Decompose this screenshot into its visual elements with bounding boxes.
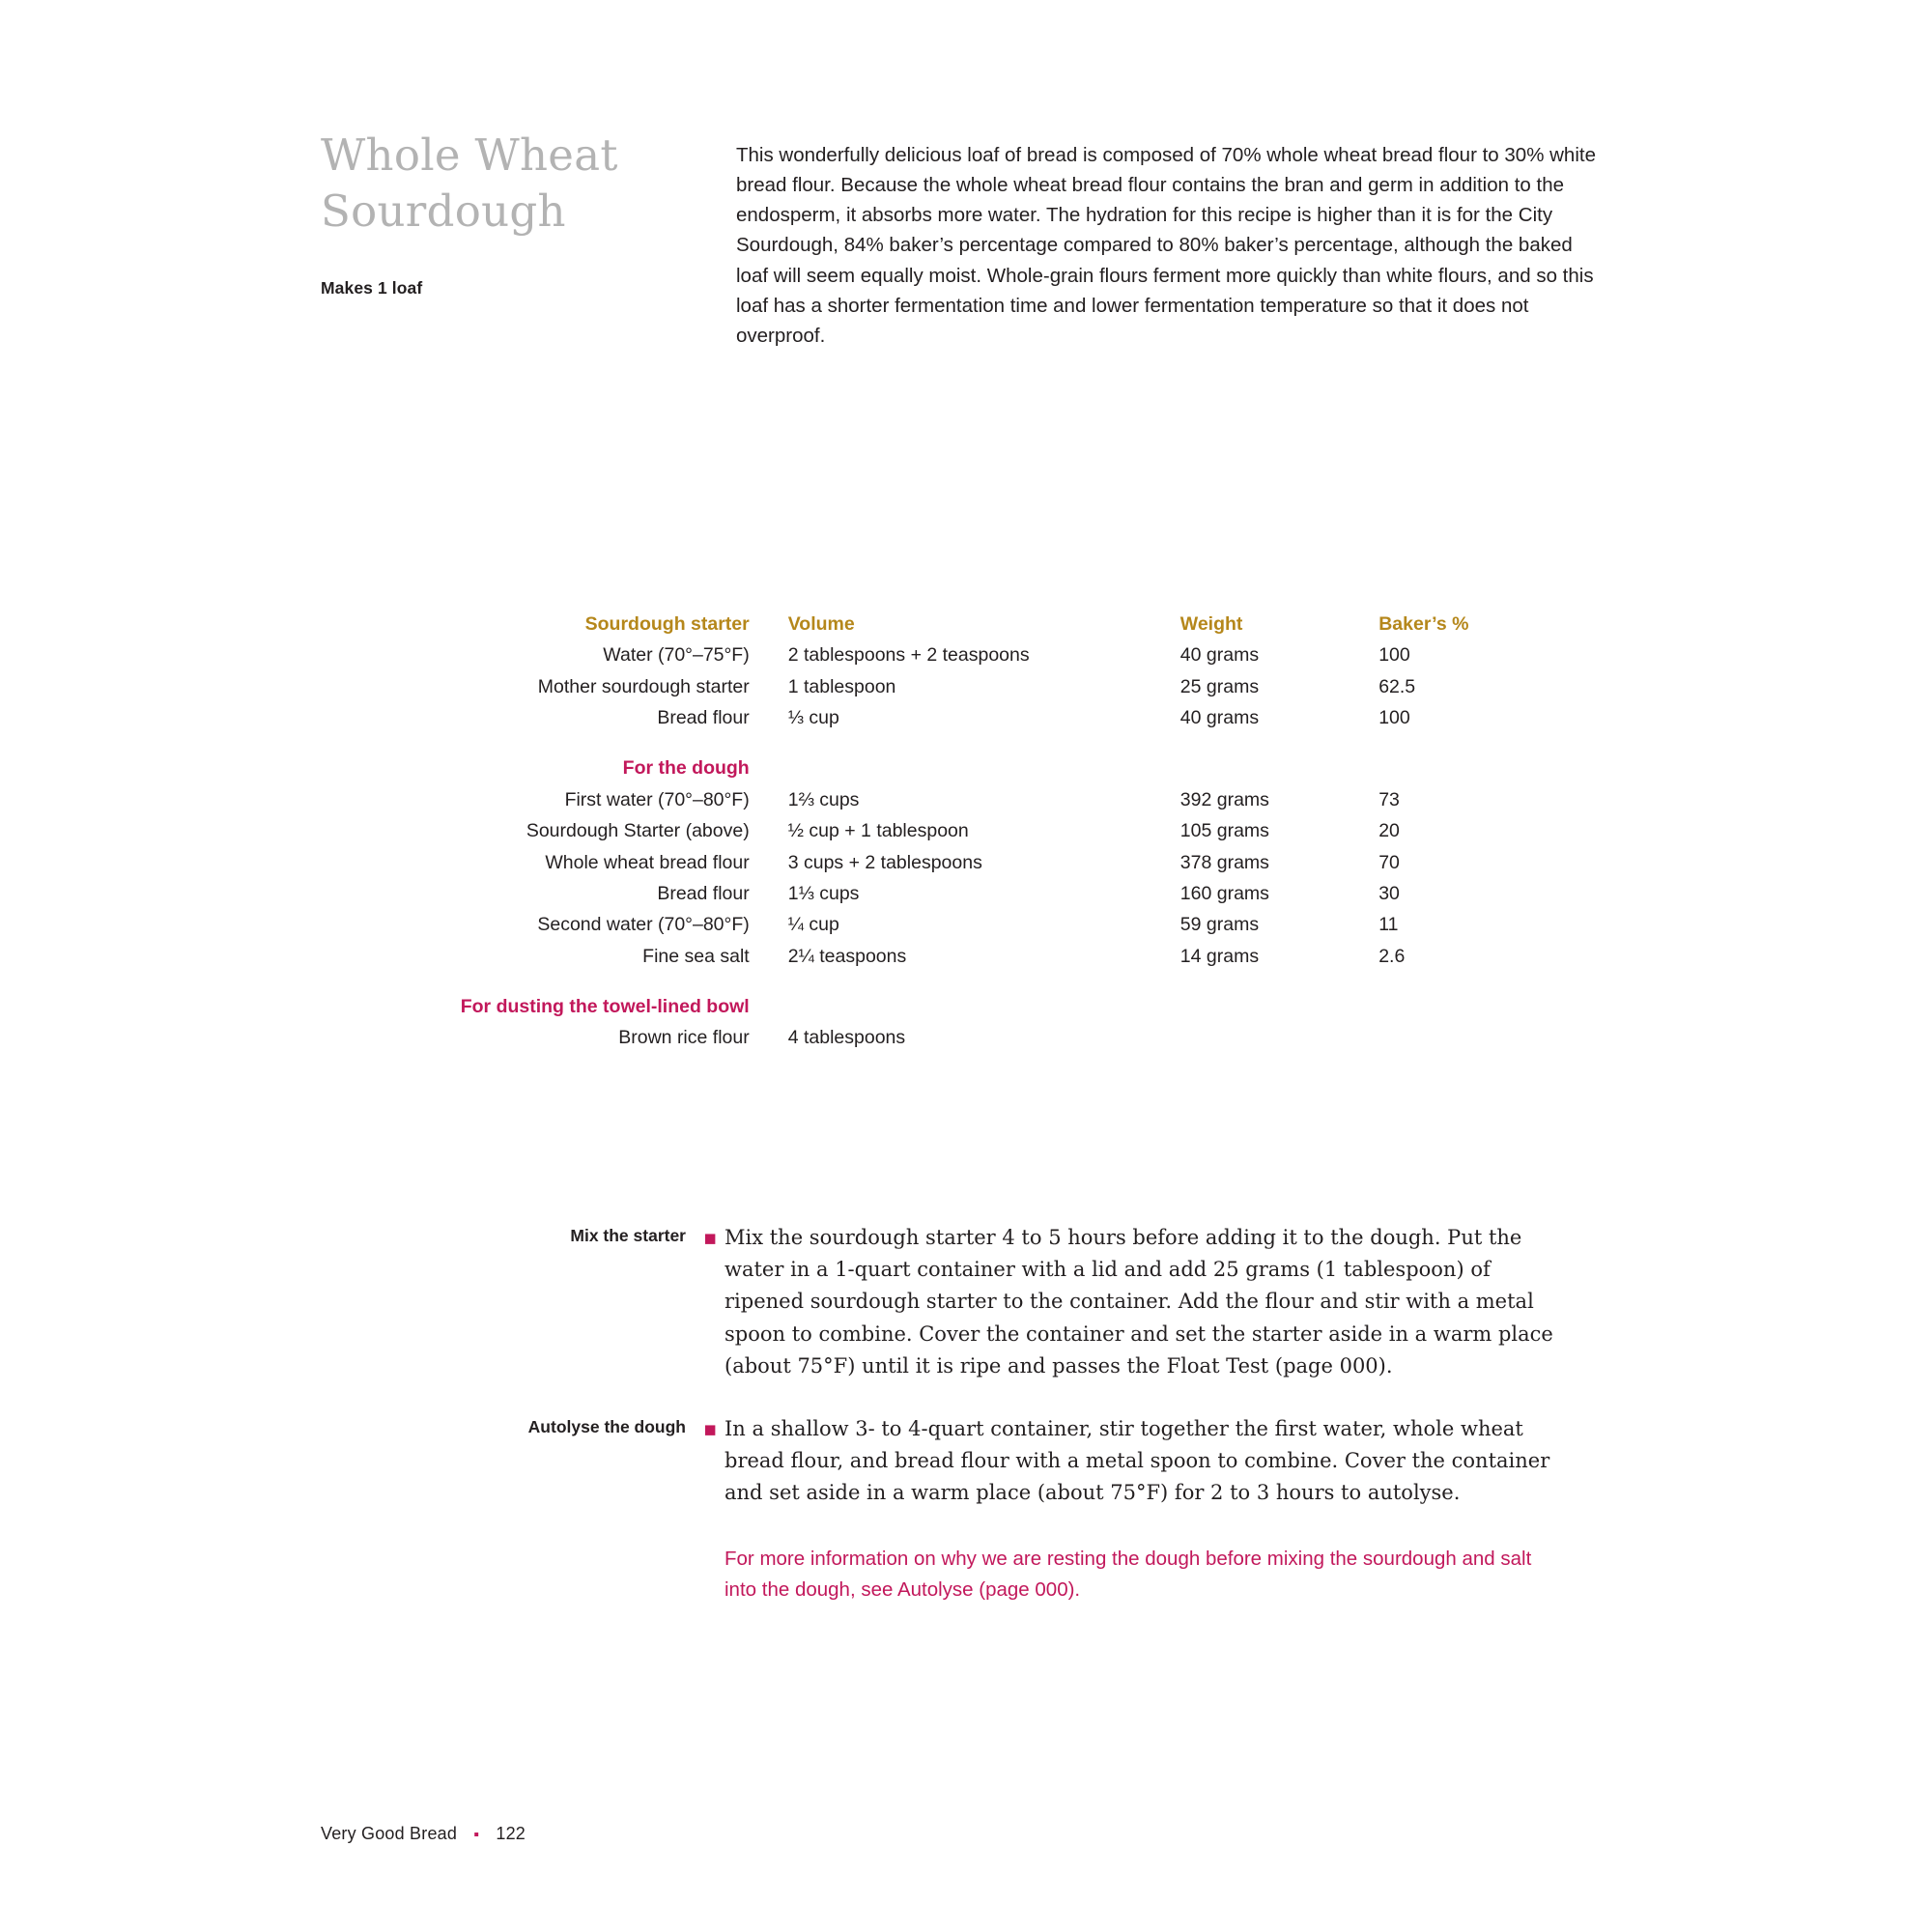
table-row	[321, 847, 1605, 878]
cell-bakers: 73	[1378, 788, 1400, 810]
cell-volume: 1⅓ cups	[787, 882, 860, 904]
step-text: Mix the sourdough starter 4 to 5 hours before adding it to the dough. Put the water in a 1-quart container with a lid and add 25 grams (1 tablespoon) of ripened sourdough starter to the container. Add the flour and stir with a metal spoon to combine. Cover the container and set the starter aside in a warm place (about 75°F) until it is ripe and passes the Float Test (page 000).	[724, 1226, 1553, 1378]
cell-ingredient: Whole wheat bread flour	[545, 851, 750, 873]
header-bakers-percent: Baker’s %	[1378, 613, 1469, 635]
cell-volume: ½ cup + 1 tablespoon	[787, 820, 969, 842]
step-text-wrapper	[703, 1413, 1575, 1510]
cell-ingredient: Bread flour	[657, 707, 750, 729]
section-header-dough	[321, 733, 1605, 783]
cell-bakers: 100	[1378, 707, 1410, 729]
cell-volume: 4 tablespoons	[787, 1027, 906, 1049]
cell-bakers: 20	[1378, 820, 1400, 842]
cell-weight: 25 grams	[1179, 675, 1260, 697]
table-row	[321, 1022, 1605, 1053]
cell-bakers: 2.6	[1378, 945, 1406, 967]
step-autolyse-the-dough	[321, 1413, 1605, 1510]
cell-weight: 160 grams	[1179, 882, 1269, 904]
table-header-row	[321, 609, 1605, 639]
cell-volume: ⅓ cup	[787, 707, 839, 729]
page-footer	[321, 1824, 526, 1844]
bullet-icon: ▪	[703, 1416, 718, 1440]
header-weight: Weight	[1179, 613, 1243, 635]
table-row	[321, 671, 1605, 702]
cell-weight: 40 grams	[1179, 707, 1260, 729]
cell-ingredient: Sourdough Starter (above)	[526, 820, 750, 842]
table-row	[321, 702, 1605, 733]
callout-note: For more information on why we are resting the dough before mixing the sourdough and salt into the dough, see Autolyse (page 000).	[724, 1548, 1532, 1602]
cell-bakers: 62.5	[1378, 675, 1416, 697]
cell-weight: 14 grams	[1179, 945, 1260, 967]
yield-label: Makes 1 loaf	[321, 278, 423, 298]
cell-bakers: 11	[1378, 914, 1399, 936]
cell-ingredient: Mother sourdough starter	[537, 675, 750, 697]
step-label: Mix the starter	[570, 1226, 686, 1245]
cell-weight: 40 grams	[1179, 644, 1260, 667]
cell-weight: 392 grams	[1179, 788, 1269, 810]
table-row	[321, 909, 1605, 940]
cell-bakers: 70	[1378, 851, 1400, 873]
ingredients-table	[321, 609, 1605, 1054]
page-number: 122	[496, 1824, 526, 1843]
step-label: Autolyse the dough	[527, 1416, 686, 1436]
header-volume: Volume	[787, 613, 855, 635]
cell-volume: ¼ cup	[787, 914, 839, 936]
footer-dot-icon: ▪	[473, 1827, 480, 1843]
bullet-icon: ▪	[703, 1226, 718, 1249]
page-title: Whole Wheat Sourdough	[321, 129, 618, 237]
table-row	[321, 878, 1605, 909]
section-header-dusting	[321, 972, 1605, 1022]
cell-ingredient: Second water (70°–80°F)	[537, 914, 750, 936]
intro-paragraph: This wonderfully delicious loaf of bread is composed of 70% whole wheat bread flour to 30% white bread flour. Because the whole wheat bread flour contains the bran and germ in addition to the endosperm, it absorbs more water. The hydration for this recipe is higher than it is for the City Sourdough, 84% baker’s percentage compared to 80% baker’s percentage, although the baked loaf will seem equally moist. Whole-grain flours ferment more quickly than white flours, and so this loaf has a shorter fermentation time and lower fermentation temperature so that it does not overproof.	[736, 144, 1596, 347]
cell-ingredient: First water (70°–80°F)	[564, 788, 750, 810]
table-row	[321, 941, 1605, 972]
step-text: In a shallow 3- to 4-quart container, stir together the first water, whole wheat bread flour, and bread flour with a metal spoon to combine. Cover the container and set aside in a warm place (about 75°F) for 2 to 3 hours to autolyse.	[724, 1416, 1550, 1505]
cell-ingredient: Fine sea salt	[642, 945, 750, 967]
dusting-header-label: For dusting the towel-lined bowl	[460, 995, 750, 1017]
cell-weight: 59 grams	[1179, 914, 1260, 936]
table-row	[321, 784, 1605, 815]
cell-weight	[1180, 1022, 1378, 1053]
cell-bakers	[1378, 1022, 1605, 1053]
cell-bakers: 100	[1378, 644, 1410, 667]
cell-volume: 3 cups + 2 tablespoons	[787, 851, 982, 873]
cell-volume: 2¼ teaspoons	[787, 945, 907, 967]
method-section	[321, 1222, 1605, 1605]
step-mix-the-starter	[321, 1222, 1605, 1382]
header-ingredient: Sourdough starter	[584, 613, 750, 635]
cell-weight: 378 grams	[1179, 851, 1269, 873]
cell-volume: 1⅔ cups	[787, 788, 860, 810]
cell-bakers: 30	[1378, 882, 1400, 904]
dough-header-label: For the dough	[622, 757, 750, 780]
step-text-wrapper	[703, 1222, 1575, 1382]
cell-weight: 105 grams	[1179, 820, 1269, 842]
book-title: Very Good Bread	[321, 1824, 458, 1843]
table-row	[321, 815, 1605, 846]
cell-ingredient: Bread flour	[657, 882, 750, 904]
cell-volume: 2 tablespoons + 2 teaspoons	[787, 644, 1030, 667]
cell-ingredient: Brown rice flour	[618, 1027, 750, 1049]
cell-ingredient: Water (70°–75°F)	[603, 644, 750, 667]
cell-volume: 1 tablespoon	[787, 675, 896, 697]
table-row	[321, 639, 1605, 670]
